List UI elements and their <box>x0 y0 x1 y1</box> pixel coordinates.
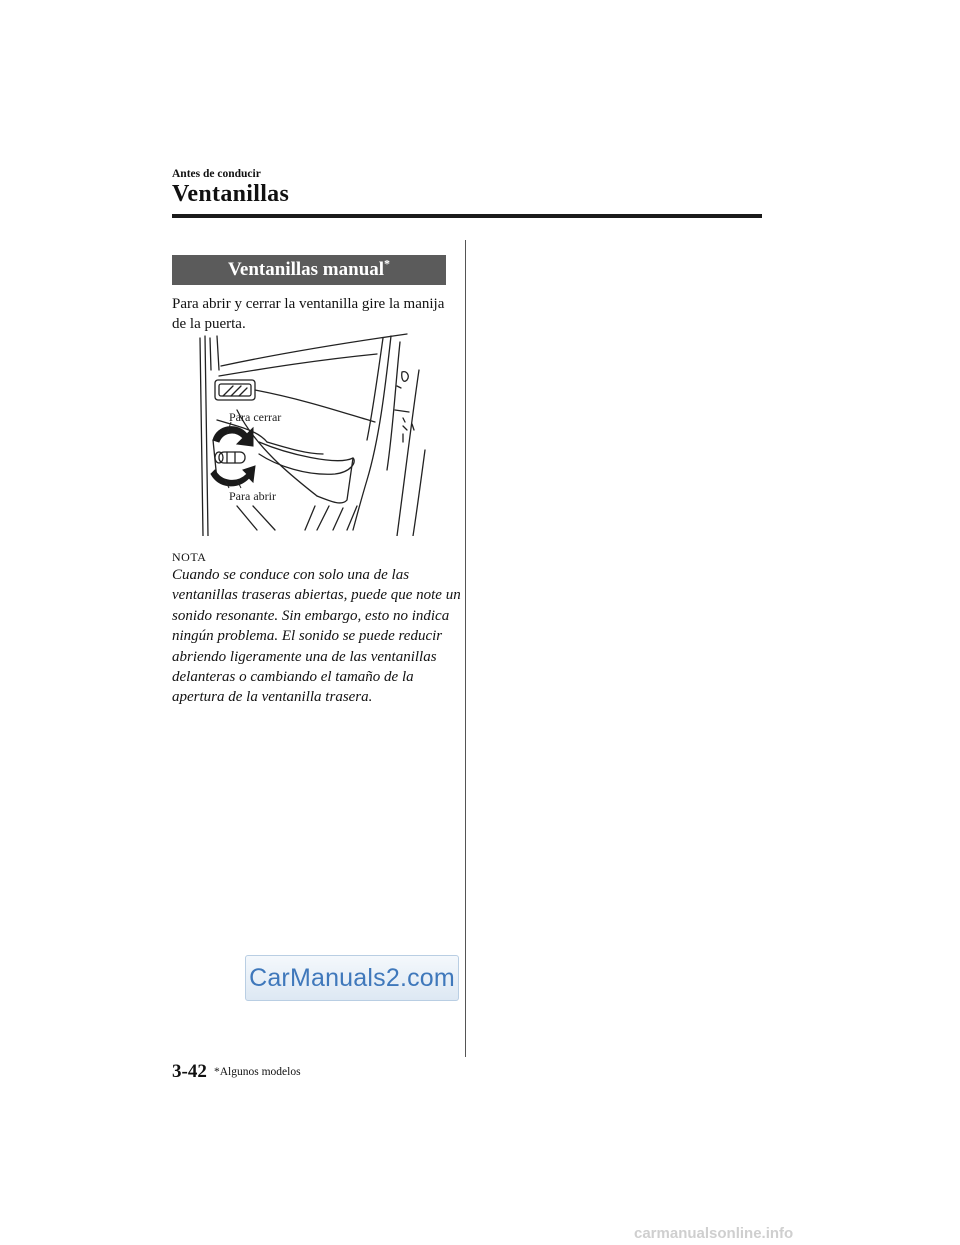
intro-paragraph: Para abrir y cerrar la ventanilla gire la manija de la puerta. <box>172 296 445 332</box>
note-title: NOTA <box>172 550 207 564</box>
site-watermark: carmanualsonline.info <box>634 1225 794 1242</box>
banner-asterisk: * <box>384 256 391 271</box>
footnote: *Algunos modelos <box>214 1066 301 1078</box>
note-body: Cuando se conduce con solo una de las ventanillas traseras abiertas, puede que note un sonido resonante. Sin embargo, esto no indica ningún problema. El sonido se puede reducir abriendo ligeramente una de las ventanillas delanteras o cambiando el tamaño de la apertura de la ventanilla trasera. <box>172 567 461 706</box>
subsection-banner <box>172 255 446 285</box>
label-para-abrir: Para abrir <box>229 489 276 503</box>
chapter-label: Antes de conducir <box>172 168 261 180</box>
banner-title: Ventanillas manual <box>227 259 385 280</box>
header-rule <box>172 214 762 218</box>
page-number: 3-42 <box>172 1061 207 1082</box>
label-para-cerrar: Para cerrar <box>229 410 282 424</box>
section-title: Ventanillas <box>172 181 290 207</box>
door-handle-illustration <box>197 330 429 536</box>
carmanuals-watermark: CarManuals2.com <box>245 955 459 1001</box>
